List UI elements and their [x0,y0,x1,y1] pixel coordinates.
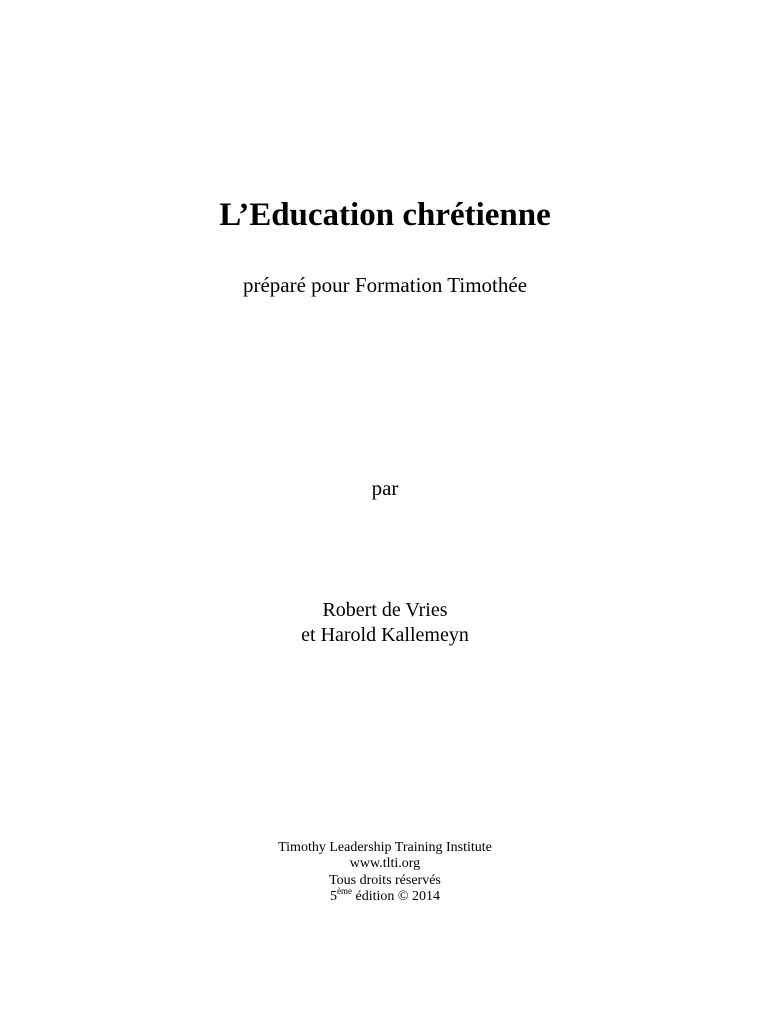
author-1: Robert de Vries [322,599,448,621]
document-subtitle: préparé pour Formation Timothée [242,273,528,297]
edition-number: 5 [329,889,337,904]
by-label: par [371,476,399,500]
edition-suffix: ème [336,886,352,896]
document-title: L’Education chrétienne [219,197,551,233]
edition-line [0,886,770,904]
publisher-website: www.tlti.org [349,856,421,871]
publisher-name: Timothy Leadership Training Institute [278,840,492,855]
author-2: et Harold Kallemeyn [301,624,469,646]
edition-text: édition © 2014 [351,889,441,904]
rights-notice: Tous droits réservés [329,873,441,888]
